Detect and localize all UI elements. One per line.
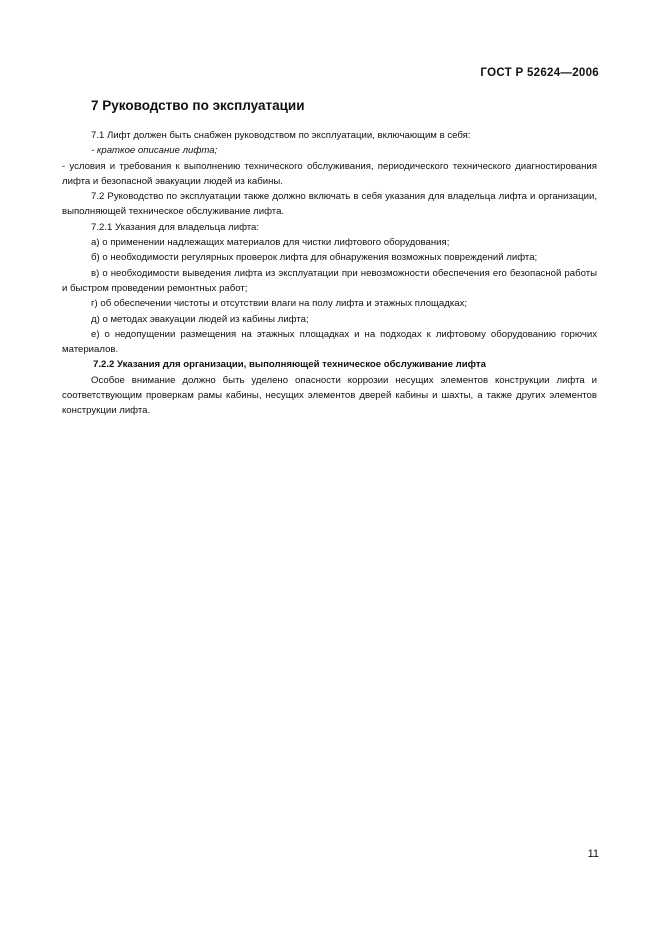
list-item-e: е) о недопущении размещения на этажных площадках и на подходах к лифтовому оборудованию горючих материалов.: [62, 328, 597, 356]
list-item-g: г) об обеспечении чистоты и отсутствии влаги на полу лифта и этажных площадках;: [91, 298, 468, 310]
list-item-maintenance-conditions: - условия и требования к выполнению технического обслуживания, периодического технического диагностирования лифта и безопасной эвакуации людей из кабины.: [62, 160, 597, 187]
paragraph-corrosion: Особое внимание должно быть уделено опасности коррозии несущих элементов конструкции лифта и соответствующим проверкам рамы кабины, несущих элементов дверей кабины и шахты, а также других элементов конструкции лифта.: [62, 374, 597, 417]
document-code: ГОСТ Р 52624—2006: [480, 67, 599, 79]
paragraph-7-1: 7.1 Лифт должен быть снабжен руководством по эксплуатации, включающим в себя:: [91, 130, 471, 141]
list-item-v: в) о необходимости выведения лифта из эксплуатации при невозможности обеспечения его безопасной работы и быстром проведении ремонтных работ;: [62, 267, 597, 294]
paragraph-7-2-1: 7.2.1 Указания для владельца лифта:: [91, 221, 260, 233]
page-number: 11: [587, 848, 599, 860]
list-item-brief-description: - краткое описание лифта;: [91, 145, 218, 157]
list-item-d: д) о методах эвакуации людей из кабины лифта;: [91, 313, 309, 325]
section-title: 7 Руководство по эксплуатации: [91, 98, 305, 113]
list-item-b: б) о необходимости регулярных проверок лифта для обнаружения возможных повреждений лифта;: [91, 252, 538, 264]
list-item-a: а) о применении надлежащих материалов для чистки лифтового оборудования;: [91, 237, 450, 249]
paragraph-7-2: 7.2 Руководство по эксплуатации также должно включать в себя указания для владельца лифта и организации, выполняющей техническое обслуживание лифта.: [62, 191, 597, 218]
body-text: [62, 128, 597, 419]
subsection-7-2-2-heading: 7.2.2 Указания для организации, выполняющей техническое обслуживание лифта: [93, 359, 486, 371]
